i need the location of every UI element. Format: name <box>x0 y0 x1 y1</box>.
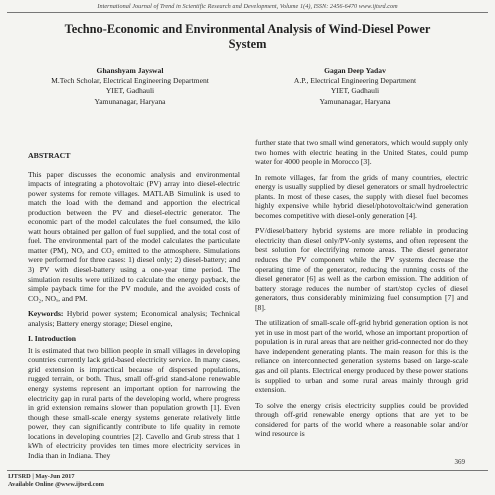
author-block-2 <box>245 66 465 107</box>
keywords-label: Keywords: <box>28 309 64 319</box>
header-rule <box>7 12 488 13</box>
paragraph: The utilization of small-scale off-grid hybrid generation option is not yet in use in most part of the world, whose an important proportion of population is in rural areas that are neither grid-connected nor do they have independent generating plants. The main reason for this is the reliance on interconnected generation systems based on large-scale gas and oil plants. Electrical energy produced by these power stations is supplied to urban and some rural areas mainly through grid extension. <box>255 318 468 395</box>
paragraph: PV/diesel/battery hybrid systems are more reliable in producing electricity than diesel only/PV-only systems, and often represent the best solution for electrifying remote areas. The diesel generator reduces the PV component while the PV systems decrease the operating time of the generator, reducing the running costs of the diesel generator [6] as well as the carbon emission. The addition of battery storage reduces the number of start/stop cycles of diesel generators, thus considerably minimizing fuel consumption [7] and [8]. <box>255 226 468 312</box>
keywords-text: Hybrid power system; Economical analysis; Technical analysis; Battery energy storage; Diesel engine, <box>28 309 240 328</box>
running-head: International Journal of Trend in Scientific Research and Development, Volume 1(4), ISSN: 2456-6470 www.ijtsrd.com <box>97 3 398 10</box>
author-affiliation: A.P., Electrical Engineering Department <box>293 76 417 86</box>
author-location: Yamunanagar, Haryana <box>94 96 166 106</box>
title-line-1: Techno-Economic and Environmental Analysis of Wind-Diesel Power <box>64 22 431 36</box>
author-name: Gagan Deep Yadav <box>324 66 386 75</box>
paragraph: further state that two small wind generators, which would supply only two homes with electric heating in the United States, could pump water for 4000 people in Morocco [3]. <box>255 138 468 167</box>
right-column <box>255 138 468 445</box>
footer-rule <box>7 470 488 471</box>
page-number: 369 <box>454 458 465 466</box>
paragraph: To solve the energy crisis electricity supplies could be provided through off-grid renewable energy options that are yet to be considered for parts of the world where a reasonable solar and/or wind resource is <box>255 400 468 439</box>
author-location: Yamunanagar, Haryana <box>319 96 391 106</box>
author-name: Ghanshyam Jayswal <box>96 66 164 75</box>
footer-website: Available Online @www.ijtsrd.com <box>8 481 105 488</box>
introduction-heading: I. Introduction <box>28 334 76 344</box>
introduction-text: It is estimated that two billion people in small villages in developing countries currently lack grid-based electricity service. In many cases, grid extension is impractical because of dispersed populations, rugged terrain, or both. Thus, small off-grid stand-alone renewable energy systems represent an important option for narrowing the electricity gap in rural parts of the developing world, where progress in grid extension remains slower than population growth [1]. Even though these small-scale energy systems generate relatively little power, they can significantly contribute to life quality in remote locations in developing countries [2]. Cavello and Grub stress that 1 kWh of electricity provides ten times more electricity services in India than in Indiana. They <box>28 345 240 460</box>
footer <box>8 473 104 489</box>
keywords <box>28 309 240 328</box>
author-affiliation: M.Tech Scholar, Electrical Engineering Department <box>51 76 209 86</box>
author-block-1 <box>20 66 240 107</box>
author-institute: YIET, Gadhauli <box>330 86 380 96</box>
abstract-heading: ABSTRACT <box>28 151 71 160</box>
footer-issue: IJTSRD | May-Jun 2017 <box>8 473 75 480</box>
left-column <box>28 151 240 466</box>
paper-title <box>0 22 495 52</box>
paragraph: In remote villages, far from the grids of many countries, electric energy is usually supplied by diesel generators or small hydroelectric plants. In most of these cases, the supply with diesel fuel becomes highly expensive while hybrid diesel/photovoltaic/wind generation becomes competitive with diesel-only generation [4]. <box>255 172 468 220</box>
title-line-2: System <box>228 37 267 51</box>
author-institute: YIET, Gadhauli <box>105 86 155 96</box>
abstract-text: This paper discusses the economic analysis and environmental impacts of integrating a photovoltaic (PV) array into diesel-electric power systems for remote villages. MATLAB Simulink is used to match the load with the demand and apportion the electrical production between the PV and diesel-electric generator. The economic part of the model calculates the fuel consumed, the kilo watt hours obtained per gallon of fuel supplied, and the total cost of fuel. The environmental part of the model calculates the particulate matter (PM), NOₓ and CO₂ emitted to the atmosphere. Simulations were performed for three cases: 1) diesel only; 2) diesel-battery; and 3) PV with diesel-battery using a one-year time period. The simulation results were utilized to calculate the energy payback, the simple payback time for the PV module, and the avoided costs of CO₂, NOₓ, and PM. <box>28 169 240 303</box>
